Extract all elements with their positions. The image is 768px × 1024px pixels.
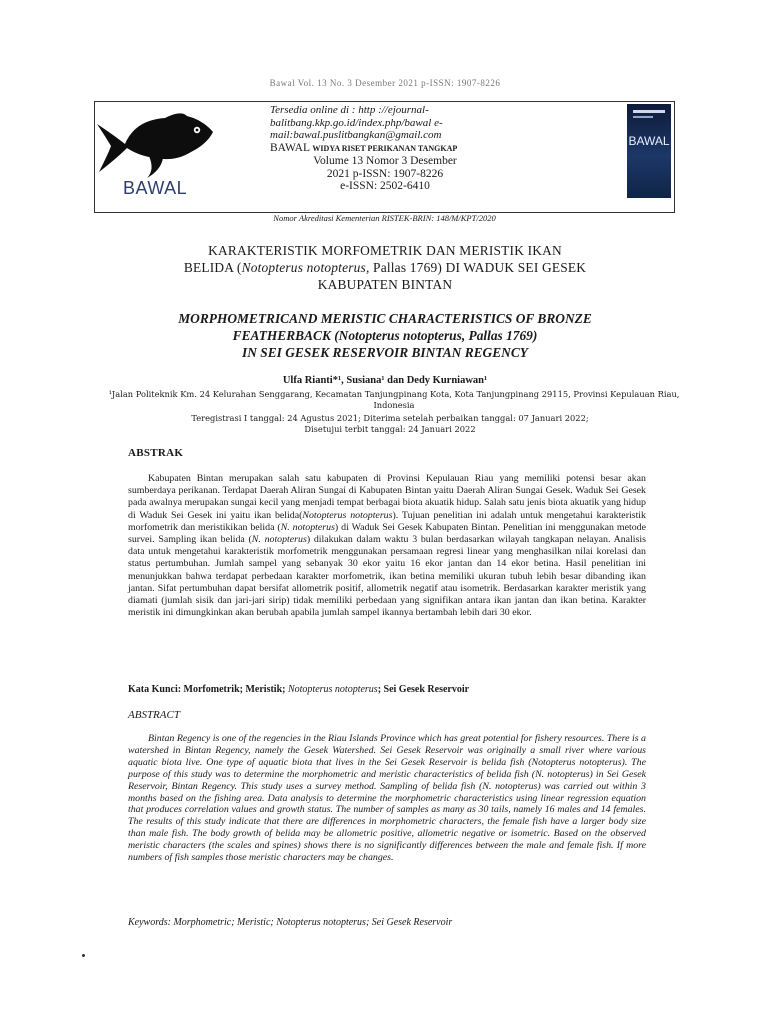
title-indonesian: KARAKTERISTIK MORFOMETRIK DAN MERISTIK IKAN BELIDA (Notopterus notopterus, Pallas 1769) DI WADUK SEI GESEK KABUPATEN BINTAN [183, 243, 587, 292]
eissn: e-ISSN: 2502-6410 [340, 180, 430, 192]
online-availability: Tersedia online di : http ://ejournal-balitbang.kkp.go.id/index.php/bawal e-mail:bawal.puslitbangkan@gmail.com [270, 104, 443, 141]
title-english: MORPHOMETRICAND MERISTIC CHARACTERISTICS OF BRONZE FEATHERBACK (Notopterus notopterus, Pallas 1769) IN SEI GESEK RESERVOIR BINTAN REGENCY [178, 311, 592, 360]
abstrak-paragraph: Kabupaten Bintan merupakan salah satu kabupaten di Provinsi Kepulauan Riau yang memiliki potensi besar akan sumberdaya perikanan. Terdapat Daerah Aliran Sungai di Kabupaten Bintan yaitu Daerah Aliran Sungai Gesek. Waduk Sei Gesek pada awalnya merupakan sungai kecil yang menjadi tempat berbagai biota akuatik hidup. Salah satu jenis biota akuatik yang hidup di Waduk Sei Gesek ini yaitu ikan belida(Notopterus notopterus). Tujuan penelitian ini adalah untuk mengetahui karakteristik morfometrik dan meristikikan belida (N. notopterus) di Waduk Sei Gesek Kabupaten Bintan. Penelitian ini menggunakan metode survei. Sampling ikan belida (N. notopterus) dilakukan dalam waktu 3 bulan berdasarkan wilayah tangkapan nelayan. Analisis data untuk mengetahui karakteristik morfometrik menggunakan persamaan regresi linear yang menghasilkan nilai korelasi dan status pertumbuhan. Jumlah sampel yang sebanyak 30 ekor yaitu 16 ekor jantan dan 14 ekor betina. Hasil penelitian ini menunjukkan bahwa terdapat perbedaan karakter morfometrik, ikan betina memiliki ukuran tubuh lebih besar dibanding ikan jantan. Sifat pertumbuhan dapat bersifat allometrik positif, allometrik negatif atau isometrik. Berdasarkan karakter meristik yang diamati (jumlah sisik dan jari-jari sirip) tidak memiliki perbedaan yang signifikan antara ikan jantan dan ikan betina. Karakter meristik ini dimungkinkan akan berubah apabila jumlah sampel ikannya bertambah lebih dari 30 ekor. [128, 473, 646, 619]
author-affiliation: ¹Jalan Politeknik Km. 24 Kelurahan Senggarang, Kecamatan Tanjungpinang Kota, Kota Tanjungpinang 29115, Provinsi Kepulauan Riau, Indonesia [108, 389, 680, 410]
journal-info [270, 104, 500, 193]
abstract-heading: ABSTRACT [128, 709, 180, 721]
author-list: Ulfa Rianti*¹, Susiana¹ dan Dedy Kurniawan¹ [282, 375, 488, 386]
page-mark [82, 954, 85, 957]
pissn: 2021 p-ISSN: 1907-8226 [326, 167, 444, 180]
logo-wordmark: BAWAL [123, 178, 188, 198]
journal-cover-thumbnail [627, 104, 671, 198]
keywords: Keywords: Morphometric; Meristic; Notopterus notopterus; Sei Gesek Reservoir [128, 917, 453, 928]
abstrak-heading: ABSTRAK [128, 447, 184, 459]
cover-title: BAWAL [628, 134, 670, 148]
submission-dates: Teregistrasi I tanggal: 24 Agustus 2021; Diterima setelah perbaikan tanggal: 07 Januari 2022; Disetujui terbit tanggal: 24 Januari 2022 [191, 413, 589, 434]
journal-subtitle: WIDYA RISET PERIKANAN TANGKAP [312, 143, 458, 153]
journal-header-box [94, 101, 675, 213]
running-header: Bawal Vol. 13 No. 3 Desember 2021 p-ISSN: 1907-8226 [269, 78, 501, 88]
journal-name: BAWAL WIDYA RISET PERIKANAN TANGKAP [270, 141, 458, 154]
volume-info: Volume 13 Nomor 3 Desember [313, 155, 457, 167]
abstract-paragraph: Bintan Regency is one of the regencies in the Riau Islands Province which has great potential for fishery resources. There is a watershed in Bintan Regency, namely the Gesek Watershed. Sei Gesek Reservoir was originally a small river where various aquatic biota live. One type of aquatic biota that lives in the Sei Gesek Reservoir is belida fish (Notopterus notopterus). The purpose of this study was to determine the morphometric and meristic characteristics of belida fish (N. notopterus) in Sei Gesek Reservoir, Bintan Regency. This study uses a survey method. Sampling of belida fish (N. notopterus) was carried out within 3 months based on the fishing area. Data analysis to determine the morphometric characteristics using linear regression equation that produces correlation values and growth status. The number of samples as many as 30 tails, namely 16 males and 14 females. The results of this study indicate that there are differences in morphometric characters, the female fish have a larger body size than male fish. The body growth of belida may be allometric positive, allometric negative or isometric. Based on the observed meristic characters (the scales and spines) shows there is no significantly differences between the male and female fish. If more numbers of fish samples those meristic characters may be changes. [128, 733, 646, 864]
accreditation-number: Nomor Akreditasi Kementerian RISTEK-BRIN: 148/M/KPT/2020 [273, 213, 496, 223]
kata-kunci: Kata Kunci: Morfometrik; Meristik; Notopterus notopterus; Sei Gesek Reservoir [128, 684, 470, 695]
